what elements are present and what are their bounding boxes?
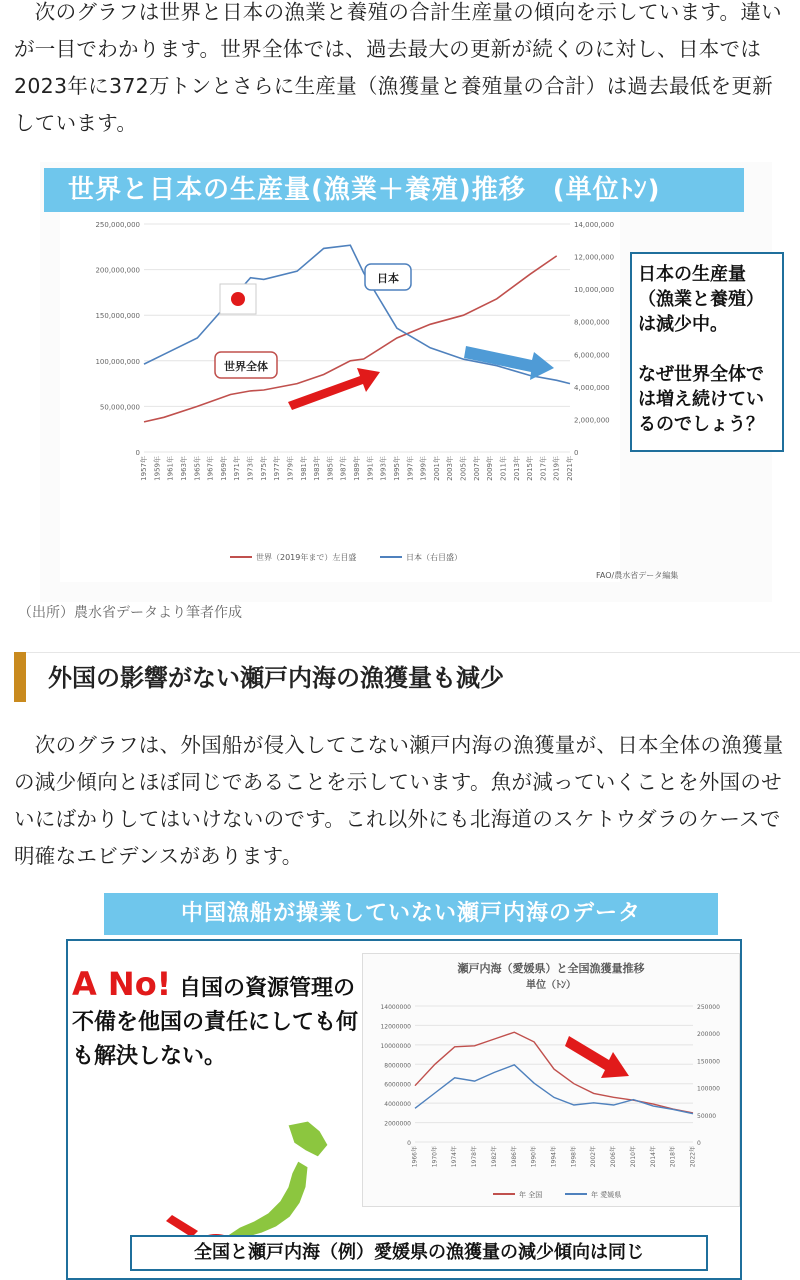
callout-line: は増え続けてい <box>638 389 764 410</box>
x-tick-label: 2006年 <box>610 1146 618 1168</box>
x-tick-label: 2010年 <box>629 1146 637 1168</box>
y-right-tick-label: 250000 <box>697 1004 720 1011</box>
a-no-statement <box>72 967 362 1074</box>
x-tick-label: 1971年 <box>233 456 242 481</box>
x-tick-label: 1969年 <box>219 456 228 481</box>
down-arrow-icon <box>565 1036 629 1078</box>
x-tick-label: 1970年 <box>431 1146 439 1168</box>
y-left-tick-label: 0 <box>135 449 140 457</box>
x-tick-label: 1973年 <box>246 456 255 481</box>
y-left-tick-label: 4000000 <box>384 1101 411 1109</box>
y-left-tick-label: 2000000 <box>384 1120 411 1128</box>
figure-title: 世界と日本の生産量(漁業＋養殖)推移 (単位ﾄﾝ) <box>44 168 744 212</box>
y-right-tick-label: 4,000,000 <box>574 383 610 392</box>
source-note: FAO/農水省データ編集 <box>596 571 679 580</box>
y-left-tick-label: 100,000,000 <box>95 357 140 366</box>
x-tick-label: 1974年 <box>451 1146 459 1168</box>
x-tick-label: 1986年 <box>510 1146 518 1168</box>
a-no-label: A No! <box>72 965 172 1003</box>
x-tick-label: 2001年 <box>432 456 441 481</box>
y-right-tick-label: 6,000,000 <box>574 351 610 360</box>
x-tick-label: 1977年 <box>273 456 282 481</box>
x-tick-label: 1981年 <box>299 456 308 481</box>
section-heading <box>14 652 800 702</box>
world-japan-production-figure <box>40 162 772 602</box>
y-right-tick-label: 12,000,000 <box>574 253 615 262</box>
x-tick-label: 1978年 <box>471 1146 479 1168</box>
x-tick-label: 2015年 <box>526 456 535 481</box>
legend-label: 年 愛媛県 <box>591 1191 622 1199</box>
callout-line: 日本の生産量 <box>638 264 746 285</box>
x-tick-label: 1995年 <box>392 456 401 481</box>
x-tick-label: 1994年 <box>550 1146 558 1168</box>
legend-label: 日本（右目盛） <box>406 553 462 562</box>
y-left-tick-label: 12000000 <box>380 1023 411 1031</box>
callout-line <box>638 337 776 362</box>
x-tick-label: 1989年 <box>353 456 361 481</box>
x-tick-label: 1959年 <box>153 456 162 481</box>
y-left-tick-label: 50,000,000 <box>99 403 140 412</box>
heading-accent-bar <box>14 652 26 702</box>
intro-paragraph: 次のグラフは世界と日本の漁業と養殖の合計生産量の傾向を示しています。違いが一目でわかります。世界全体では、過去最大の更新が続くのに対し、日本では2023年に372万トンとさらに生産量（漁獲量と養殖量の合計）は過去最低を更新しています。 <box>14 0 782 135</box>
x-tick-label: 1993年 <box>379 456 388 481</box>
y-left-tick-label: 0 <box>407 1140 411 1147</box>
figure-title: 中国漁船が操業していない瀬戸内海のデータ <box>104 893 718 935</box>
callout-line: なぜ世界全体で <box>638 364 764 385</box>
x-tick-label: 2003年 <box>446 456 455 481</box>
callout-line: （漁業と養殖） <box>638 289 764 310</box>
x-tick-label: 1966年 <box>411 1146 419 1168</box>
legend-label: 世界（2019年まで）左目盛 <box>256 553 357 562</box>
x-tick-label: 1975年 <box>259 456 268 481</box>
figure-caption: （出所）農水省データより筆者作成 <box>18 605 242 621</box>
y-right-tick-label: 10,000,000 <box>574 286 615 295</box>
y-left-tick-label: 150,000,000 <box>95 312 140 321</box>
callout-line: は減少中。 <box>638 314 728 335</box>
x-tick-label: 2021年 <box>566 456 574 481</box>
setouchi-figure <box>64 893 744 1280</box>
figure-frame <box>66 939 742 1280</box>
y-left-tick-label: 10000000 <box>380 1042 411 1050</box>
x-tick-label: 1963年 <box>179 456 188 481</box>
y-right-tick-label: 50000 <box>697 1112 717 1120</box>
y-right-tick-label: 0 <box>697 1140 701 1147</box>
x-tick-label: 1979年 <box>286 456 295 481</box>
y-right-tick-label: 100000 <box>697 1085 720 1093</box>
x-tick-label: 2009年 <box>486 456 495 481</box>
x-tick-label: 1987年 <box>339 456 348 481</box>
callout-line: るのでしょう？ <box>638 414 764 435</box>
x-tick-label: 2022年 <box>689 1146 697 1168</box>
x-tick-label: 2019年 <box>552 456 561 481</box>
divider <box>14 652 800 653</box>
y-right-tick-label: 2,000,000 <box>574 416 610 425</box>
y-left-tick-label: 250,000,000 <box>95 221 140 229</box>
setouchi-line-chart <box>362 953 740 1207</box>
y-right-tick-label: 14,000,000 <box>574 221 615 229</box>
series-line <box>415 1032 693 1113</box>
x-tick-label: 1990年 <box>530 1146 538 1168</box>
x-tick-label: 1999年 <box>419 456 428 481</box>
x-tick-label: 2017年 <box>539 456 548 481</box>
y-left-tick-label: 8000000 <box>384 1062 411 1070</box>
y-left-tick-label: 200,000,000 <box>95 266 140 275</box>
japan-label: 日本 <box>377 272 399 285</box>
x-tick-label: 2007年 <box>472 456 481 481</box>
body-paragraph: 次のグラフは、外国船が侵入してこない瀬戸内海の漁獲量が、日本全体の漁獲量の減少傾向とほぼ同じであることを示しています。魚が減っていくことを外国のせいにばかりしてはいけないのです。これ以外にも北海道のスケトウダラのケースで明確なエビデンスがあります。 <box>14 733 784 868</box>
y-right-tick-label: 0 <box>574 449 579 457</box>
y-right-tick-label: 8,000,000 <box>574 318 610 327</box>
y-right-tick-label: 200000 <box>697 1031 720 1039</box>
heading-text: 外国の影響がない瀬戸内海の漁獲量も減少 <box>48 664 504 692</box>
x-tick-label: 1983年 <box>313 456 322 481</box>
x-tick-label: 1991年 <box>366 456 375 481</box>
x-tick-label: 1985年 <box>326 456 335 481</box>
conclusion-banner: 全国と瀬戸内海（例）愛媛県の漁獲量の減少傾向は同じ <box>130 1235 708 1271</box>
y-right-tick-label: 150000 <box>697 1058 720 1066</box>
x-tick-label: 1982年 <box>490 1146 498 1168</box>
x-tick-label: 2013年 <box>512 456 521 481</box>
x-tick-label: 2002年 <box>590 1146 598 1168</box>
series-line <box>144 256 557 422</box>
down-arrow-icon <box>464 346 554 380</box>
series-line <box>415 1065 693 1114</box>
x-tick-label: 1957年 <box>140 456 148 481</box>
production-line-chart <box>60 212 620 582</box>
world-label: 世界全体 <box>224 360 268 373</box>
chart-title: 瀬戸内海（愛媛県）と全国漁獲量推移 <box>457 962 645 975</box>
x-tick-label: 1998年 <box>570 1146 578 1168</box>
x-tick-label: 2018年 <box>669 1146 677 1168</box>
y-left-tick-label: 6000000 <box>384 1081 411 1089</box>
x-tick-label: 1997年 <box>406 456 415 481</box>
up-arrow-icon <box>288 368 380 410</box>
legend-label: 年 全国 <box>519 1191 543 1199</box>
x-tick-label: 1967年 <box>206 456 215 481</box>
a-no-text: 自国の資源管理の不備を他国の責任にしても何も解決しない。 <box>72 976 359 1069</box>
callout-box <box>630 252 784 452</box>
x-tick-label: 2011年 <box>499 456 508 481</box>
x-tick-label: 2005年 <box>459 456 468 481</box>
x-tick-label: 1965年 <box>193 456 202 481</box>
y-left-tick-label: 14000000 <box>380 1004 411 1011</box>
x-tick-label: 1961年 <box>166 456 175 481</box>
chart-subtitle: 単位（ﾄﾝ） <box>526 980 576 991</box>
japan-flag-sun-icon <box>231 292 245 306</box>
x-tick-label: 2014年 <box>649 1146 657 1168</box>
